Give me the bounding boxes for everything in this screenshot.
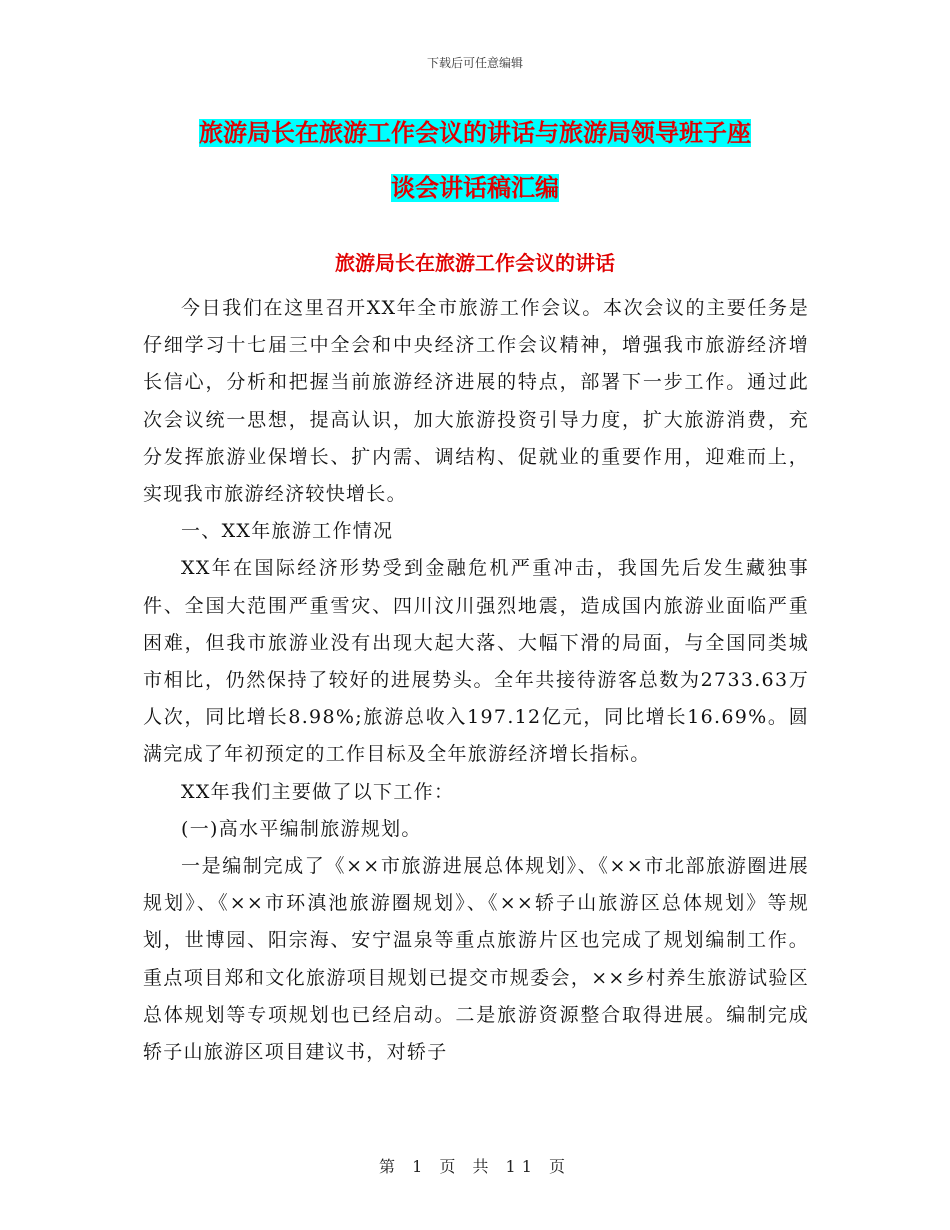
paragraph-work-intro: XX年我们主要做了以下工作： <box>181 780 455 803</box>
title-line-1: 旅游局长在旅游工作会议的讲话与旅游局领导班子座 <box>199 119 751 147</box>
section-title: 旅游局长在旅游工作会议的讲话 <box>335 251 615 275</box>
title-line-2: 谈会讲话稿汇编 <box>391 174 559 202</box>
page-number: 第 1 页 共 11 页 <box>379 1157 571 1176</box>
paragraph-planning: 一是编制完成了《××市旅游进展总体规划》、《××市北部旅游圈进展规划》、《××市环滇池旅游圈规划》、《××轿子山旅游区总体规划》等规划，世博园、阳宗海、安宁温泉等重点旅游片区也完成了规划编制工作。重点项目郑和文化旅游项目规划已提交市规委会，××乡村养生旅游试验区总体规划等专项规划也已经启动。二是旅游资源整合取得进展。编制完成轿子山旅游区项目建议书，对轿子 <box>143 855 809 1064</box>
paragraph-intro: 今日我们在这里召开XX年全市旅游工作会议。本次会议的主要任务是仔细学习十七届三中全会和中央经济工作会议精神，增强我市旅游经济增长信心，分析和把握当前旅游经济进展的特点，部署下一步工作。通过此次会议统一思想，提高认识，加大旅游投资引导力度，扩大旅游消费，充分发挥旅游业保增长、扩内需、调结构、促就业的重要作用，迎难而上，实现我市旅游经济较快增长。 <box>143 297 809 506</box>
paragraph-heading-1: 一、XX年旅游工作情况 <box>181 520 394 543</box>
document-title <box>140 106 810 216</box>
paragraph-subheading-1: (一)高水平编制旅游规划。 <box>181 817 422 840</box>
document-body <box>143 290 809 1071</box>
paragraph-situation: XX年在国际经济形势受到金融危机严重冲击，我国先后发生藏独事件、全国大范围严重雪灾、四川汶川强烈地震，造成国内旅游业面临严重困难，但我市旅游业没有出现大起大落、大幅下滑的局面，与全国同类城市相比，仍然保持了较好的进展势头。全年共接待游客总数为2733.63万人次，同比增长8.98%;旅游总收入197.12亿元，同比增长16.69%。圆满完成了年初预定的工作目标及全年旅游经济增长指标。 <box>143 557 809 766</box>
page-header-note: 下载后可任意编辑 <box>426 56 523 70</box>
